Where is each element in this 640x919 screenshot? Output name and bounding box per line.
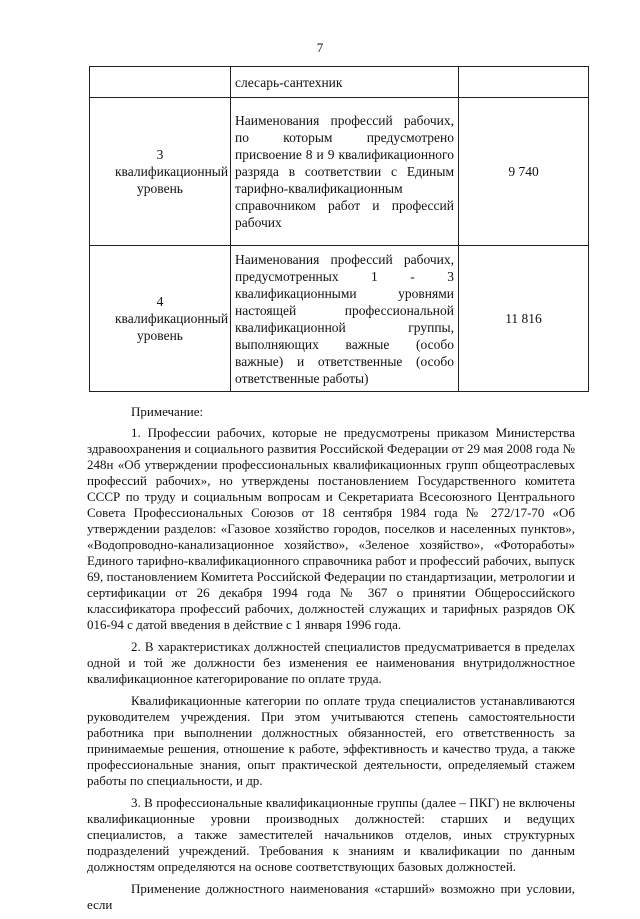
note-paragraph: 1. Профессии рабочих, которые не предусмотрены приказом Министерства здравоохранения и социального развития Российской Федерации от 29 мая 2008 года № 248н «Об утверждении профессиональных квалификационных групп общеотраслевых профессий рабочих», но утверждены постановлением Государственного комитета СССР по труду и социальным вопросам и Секретариата Всесоюзного Центрального Совета Профессиональных Союзов от 18 сентября 1984 года № 272/17-70 «Об утверждении разделов: «Газовое хозяйство городов, поселков и населенных пунктов», «Водопроводно-канализационное хозяйство», «Зеленое хозяйство», «Фотоработы» Единого тарифно-квалификационного справочника работ и профессий рабочих, выпуск 69, постановлением Комитета Российской Федерации по стандартизации, метрологии и сертификации от 26 декабря 1994 года № 367 о принятии Общероссийского классификатора профессий рабочих, должностей служащих и тарифных разрядов ОК 016-94 с датой введения в действие с 1 января 1996 года. [87,425,575,632]
table-row [90,67,589,98]
qualification-table [89,66,589,392]
description-text: слесарь-сантехник [235,74,343,90]
level-text: 4 квалификационный уровень [115,294,229,343]
level-cell [90,98,231,246]
level-cell [90,246,231,392]
note-paragraph: 3. В профессиональные квалификационные группы (далее – ПКГ) не включены квалификационные уровни производных должностей: старших и ведущих специалистов, а также заместителей начальников отделов, иных структурных подразделений учреждений. Требования к знаниям и квалификации по данным должностям определяются на основе соответствующих базовых должностей. [87,795,575,874]
note-paragraph: 2. В характеристиках должностей специалистов предусматривается в пределах одной и той же должности без изменения ее наименования внутридолжностное квалификационное категорирование по оплате труда. [87,639,575,686]
description-cell [231,98,459,246]
salary-cell [459,67,589,98]
notes-label: Примечание: [131,404,204,419]
description-cell [231,67,459,98]
level-text: 3 квалификационный уровень [115,147,229,196]
description-text: Наименования профессий рабочих, по которым предусмотрено присвоение 8 и 9 квалификационного разряда в соответствии с Единым тарифно-квалификационным справочником работ и профессий рабочих [235,113,454,230]
table-row [90,246,589,392]
notes-section [87,404,575,919]
page-number: 7 [316,40,324,55]
description-cell [231,246,459,392]
note-paragraph: Применение должностного наименования «старший» возможно при условии, если [87,881,575,912]
level-cell [90,67,231,98]
salary-cell: 9 740 [459,98,589,246]
table-row [90,98,589,246]
description-text: Наименования профессий рабочих, предусмотренных 1 - 3 квалификационными уровнями настоящей профессиональной квалификационной группы, выполняющих важные (особо важные) и ответственные (особо ответственные работы) [235,251,454,386]
salary-cell: 11 816 [459,246,589,392]
note-paragraph: Квалификационные категории по оплате труда специалистов устанавливаются руководителем учреждения. При этом учитываются степень самостоятельности работника при выполнении должностных обязанностей, его ответственность за принимаемые решения, отношение к работе, эффективность и качество труда, а также профессиональные знания, опыт практической деятельности, определяемый стажем работы по специальности, и др. [87,693,575,788]
